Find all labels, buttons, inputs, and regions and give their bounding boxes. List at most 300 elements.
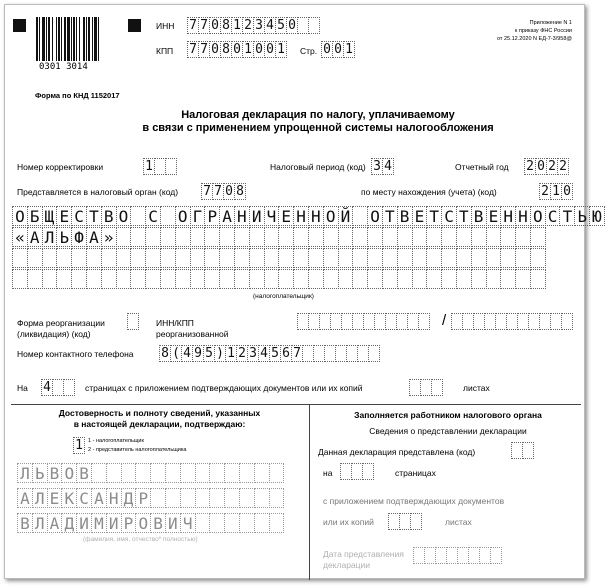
char-cell[interactable] bbox=[190, 227, 206, 247]
char-cell[interactable] bbox=[338, 248, 354, 268]
char-cell[interactable] bbox=[367, 269, 383, 289]
char-cell[interactable] bbox=[195, 488, 211, 508]
char-cell[interactable]: Т bbox=[426, 206, 442, 226]
char-cell[interactable] bbox=[165, 158, 177, 175]
char-cell[interactable]: О bbox=[323, 206, 339, 226]
char-cell[interactable] bbox=[410, 513, 422, 530]
char-cell[interactable]: 6 bbox=[280, 345, 292, 362]
char-cell[interactable] bbox=[27, 248, 43, 268]
char-cell[interactable] bbox=[130, 206, 146, 226]
char-cell[interactable] bbox=[338, 269, 354, 289]
char-cell[interactable] bbox=[12, 248, 28, 268]
char-cell[interactable]: 8 bbox=[234, 183, 246, 200]
char-cell[interactable]: 0 bbox=[535, 158, 547, 175]
char-cell[interactable] bbox=[160, 248, 176, 268]
signer-code-cell[interactable] bbox=[73, 437, 84, 454]
char-cell[interactable] bbox=[368, 345, 380, 362]
char-cell[interactable]: 7 bbox=[198, 17, 210, 34]
char-cell[interactable]: И bbox=[249, 206, 265, 226]
char-cell[interactable]: О bbox=[135, 513, 151, 533]
correction-cells[interactable] bbox=[143, 158, 176, 175]
reorg-code-cell[interactable] bbox=[127, 313, 138, 330]
char-cell[interactable] bbox=[91, 463, 107, 483]
char-cell[interactable]: И bbox=[165, 513, 181, 533]
char-cell[interactable] bbox=[522, 442, 534, 459]
char-cell[interactable] bbox=[101, 269, 117, 289]
char-cell[interactable] bbox=[121, 463, 137, 483]
period-cells[interactable] bbox=[371, 158, 393, 175]
char-cell[interactable]: 0 bbox=[231, 41, 243, 58]
char-cell[interactable] bbox=[27, 269, 43, 289]
char-cell[interactable] bbox=[412, 227, 428, 247]
char-cell[interactable] bbox=[382, 248, 398, 268]
char-cell[interactable] bbox=[471, 227, 487, 247]
date-label-line: декларации bbox=[323, 560, 371, 570]
presented-cells[interactable] bbox=[511, 442, 533, 459]
char-cell[interactable] bbox=[323, 248, 339, 268]
char-cell[interactable] bbox=[293, 269, 309, 289]
char-cell[interactable] bbox=[308, 227, 324, 247]
char-cell[interactable] bbox=[515, 227, 531, 247]
char-cell[interactable]: Д bbox=[121, 488, 137, 508]
char-cell[interactable] bbox=[264, 248, 280, 268]
char-cell[interactable] bbox=[71, 269, 87, 289]
char-cell[interactable] bbox=[175, 248, 191, 268]
char-cell[interactable]: 4 bbox=[258, 345, 270, 362]
char-cell[interactable]: 1 bbox=[343, 41, 355, 58]
char-cell[interactable] bbox=[412, 248, 428, 268]
char-cell[interactable]: С bbox=[441, 206, 457, 226]
char-cell[interactable]: 3 bbox=[247, 345, 259, 362]
char-cell[interactable] bbox=[106, 463, 122, 483]
char-cell[interactable]: Р bbox=[204, 206, 220, 226]
char-cell[interactable] bbox=[234, 269, 250, 289]
char-cell[interactable]: Ь bbox=[56, 227, 72, 247]
char-cell[interactable]: » bbox=[101, 227, 117, 247]
char-cell[interactable]: 7 bbox=[198, 41, 210, 58]
char-cell[interactable] bbox=[209, 463, 225, 483]
char-cell[interactable] bbox=[456, 227, 472, 247]
char-cell[interactable] bbox=[175, 227, 191, 247]
phone-cells[interactable] bbox=[159, 345, 379, 362]
char-cell[interactable]: С bbox=[71, 206, 87, 226]
char-cell[interactable]: Е bbox=[56, 206, 72, 226]
char-cell[interactable] bbox=[426, 248, 442, 268]
char-cell[interactable]: Б bbox=[27, 206, 43, 226]
date-label-line: Дата представления bbox=[323, 549, 404, 559]
char-cell[interactable] bbox=[127, 313, 139, 330]
char-cell[interactable]: 0 bbox=[264, 41, 276, 58]
char-cell[interactable]: 0 bbox=[561, 183, 573, 200]
char-cell[interactable]: Т bbox=[86, 206, 102, 226]
char-cell[interactable]: Н bbox=[293, 206, 309, 226]
char-cell[interactable] bbox=[224, 513, 240, 533]
char-cell[interactable] bbox=[86, 248, 102, 268]
char-cell[interactable] bbox=[224, 463, 240, 483]
char-cell[interactable] bbox=[456, 248, 472, 268]
char-cell[interactable] bbox=[397, 269, 413, 289]
char-cell[interactable]: 3 bbox=[371, 158, 383, 175]
char-cell[interactable]: А bbox=[219, 206, 235, 226]
char-cell[interactable]: 2 bbox=[236, 345, 248, 362]
page-cells[interactable] bbox=[321, 41, 354, 58]
char-cell[interactable] bbox=[254, 463, 270, 483]
char-cell[interactable] bbox=[530, 248, 546, 268]
char-cell[interactable]: О bbox=[61, 463, 77, 483]
staff-copies-cells[interactable] bbox=[388, 513, 421, 530]
char-cell[interactable] bbox=[249, 248, 265, 268]
char-cell[interactable]: 7 bbox=[291, 345, 303, 362]
char-cell[interactable]: Н bbox=[234, 206, 250, 226]
char-cell[interactable]: С bbox=[76, 488, 92, 508]
char-cell[interactable] bbox=[219, 248, 235, 268]
taxpayer-row-3[interactable] bbox=[12, 248, 545, 268]
char-cell[interactable] bbox=[56, 269, 72, 289]
year-cells[interactable] bbox=[524, 158, 568, 175]
char-cell[interactable]: 1 bbox=[231, 17, 243, 34]
char-cell[interactable]: Л bbox=[32, 513, 48, 533]
char-cell[interactable] bbox=[269, 463, 285, 483]
char-cell[interactable] bbox=[352, 269, 368, 289]
barcode-bar bbox=[39, 17, 40, 61]
char-cell[interactable] bbox=[56, 248, 72, 268]
kpp-cells[interactable] bbox=[187, 41, 286, 58]
char-cell[interactable] bbox=[150, 463, 166, 483]
middle-name-cells[interactable] bbox=[17, 513, 283, 533]
char-cell[interactable]: О bbox=[116, 206, 132, 226]
char-cell[interactable] bbox=[239, 463, 255, 483]
char-cell[interactable]: 1 bbox=[275, 41, 287, 58]
char-cell[interactable] bbox=[239, 488, 255, 508]
char-cell[interactable] bbox=[530, 269, 546, 289]
char-cell[interactable] bbox=[515, 269, 531, 289]
char-cell[interactable]: Т bbox=[559, 206, 575, 226]
char-cell[interactable] bbox=[219, 269, 235, 289]
char-cell[interactable]: « bbox=[12, 227, 28, 247]
char-cell[interactable] bbox=[42, 248, 58, 268]
char-cell[interactable]: Л bbox=[32, 488, 48, 508]
confirm-heading-line: в настоящей декларации, подтверждаю: bbox=[73, 419, 246, 429]
taxpayer-row-4[interactable] bbox=[12, 269, 545, 289]
char-cell[interactable] bbox=[116, 269, 132, 289]
char-cell[interactable] bbox=[130, 227, 146, 247]
char-cell[interactable]: В bbox=[397, 206, 413, 226]
char-cell[interactable]: 0 bbox=[209, 41, 221, 58]
char-cell[interactable]: 1 bbox=[225, 345, 237, 362]
char-cell[interactable]: 2 bbox=[539, 183, 551, 200]
location-cells[interactable] bbox=[539, 183, 572, 200]
char-cell[interactable]: В bbox=[47, 463, 63, 483]
char-cell[interactable]: В bbox=[101, 206, 117, 226]
char-cell[interactable] bbox=[264, 269, 280, 289]
char-cell[interactable] bbox=[209, 488, 225, 508]
char-cell[interactable]: Т bbox=[382, 206, 398, 226]
char-cell[interactable]: Е bbox=[278, 206, 294, 226]
char-cell[interactable]: 3 bbox=[253, 17, 265, 34]
char-cell[interactable] bbox=[441, 227, 457, 247]
appendix-line: Приложение N 1 bbox=[529, 20, 572, 26]
char-cell[interactable] bbox=[500, 269, 516, 289]
char-cell[interactable] bbox=[308, 17, 320, 34]
char-cell[interactable] bbox=[352, 206, 368, 226]
char-cell[interactable] bbox=[561, 313, 573, 330]
taxpayer-row-1[interactable] bbox=[12, 206, 604, 226]
char-cell[interactable] bbox=[456, 269, 472, 289]
char-cell[interactable]: 0 bbox=[332, 41, 344, 58]
char-cell[interactable]: Е bbox=[412, 206, 428, 226]
char-cell[interactable]: Н bbox=[515, 206, 531, 226]
first-name-cells[interactable] bbox=[17, 488, 283, 508]
char-cell[interactable] bbox=[135, 463, 151, 483]
pages-suffix: листах bbox=[463, 383, 490, 393]
char-cell[interactable]: 2 bbox=[557, 158, 569, 175]
char-cell[interactable] bbox=[382, 269, 398, 289]
char-cell[interactable]: 7 bbox=[212, 183, 224, 200]
char-cell[interactable]: О bbox=[12, 206, 28, 226]
char-cell[interactable] bbox=[249, 227, 265, 247]
char-cell[interactable] bbox=[165, 488, 181, 508]
char-cell[interactable] bbox=[515, 248, 531, 268]
char-cell[interactable]: 0 bbox=[253, 41, 265, 58]
char-cell[interactable] bbox=[160, 227, 176, 247]
reorg-inn-cells[interactable] bbox=[297, 313, 429, 330]
char-cell[interactable] bbox=[204, 248, 220, 268]
char-cell[interactable]: К bbox=[61, 488, 77, 508]
char-cell[interactable]: 4 bbox=[264, 17, 276, 34]
char-cell[interactable] bbox=[367, 248, 383, 268]
char-cell[interactable]: А bbox=[91, 488, 107, 508]
char-cell[interactable]: 7 bbox=[201, 183, 213, 200]
char-cell[interactable]: А bbox=[27, 227, 43, 247]
char-cell[interactable] bbox=[362, 463, 374, 480]
char-cell[interactable] bbox=[352, 248, 368, 268]
char-cell[interactable] bbox=[278, 248, 294, 268]
char-cell[interactable]: Л bbox=[17, 463, 33, 483]
char-cell[interactable] bbox=[441, 248, 457, 268]
char-cell[interactable]: Ч bbox=[180, 513, 196, 533]
char-cell[interactable] bbox=[180, 488, 196, 508]
char-cell[interactable] bbox=[352, 227, 368, 247]
char-cell[interactable]: Т bbox=[456, 206, 472, 226]
char-cell[interactable]: А bbox=[86, 227, 102, 247]
char-cell[interactable] bbox=[150, 488, 166, 508]
char-cell[interactable] bbox=[500, 248, 516, 268]
char-cell[interactable]: Д bbox=[61, 513, 77, 533]
char-cell[interactable]: Н bbox=[500, 206, 516, 226]
char-cell[interactable] bbox=[471, 269, 487, 289]
char-cell[interactable] bbox=[486, 269, 502, 289]
char-cell[interactable]: Е bbox=[47, 488, 63, 508]
char-cell[interactable] bbox=[86, 269, 102, 289]
char-cell[interactable]: М bbox=[91, 513, 107, 533]
char-cell[interactable]: 4 bbox=[382, 158, 394, 175]
char-cell[interactable] bbox=[269, 488, 285, 508]
char-cell[interactable]: 2 bbox=[242, 17, 254, 34]
barcode-bar bbox=[58, 17, 60, 61]
char-cell[interactable]: 7 bbox=[187, 17, 199, 34]
char-cell[interactable] bbox=[145, 227, 161, 247]
reorg-kpp-cells[interactable] bbox=[451, 313, 572, 330]
authority-cells[interactable] bbox=[201, 183, 245, 200]
char-cell[interactable] bbox=[308, 248, 324, 268]
char-cell[interactable]: 7 bbox=[187, 41, 199, 58]
char-cell[interactable]: Щ bbox=[42, 206, 58, 226]
char-cell[interactable] bbox=[71, 248, 87, 268]
char-cell[interactable]: 8 bbox=[159, 345, 171, 362]
char-cell[interactable] bbox=[293, 248, 309, 268]
char-cell[interactable]: И bbox=[76, 513, 92, 533]
char-cell[interactable] bbox=[308, 269, 324, 289]
char-cell[interactable] bbox=[130, 248, 146, 268]
char-cell[interactable] bbox=[269, 513, 285, 533]
char-cell[interactable]: 8 bbox=[220, 17, 232, 34]
char-cell[interactable]: Ф bbox=[71, 227, 87, 247]
char-cell[interactable]: Ь bbox=[32, 463, 48, 483]
char-cell[interactable] bbox=[264, 227, 280, 247]
char-cell[interactable]: Н bbox=[308, 206, 324, 226]
char-cell[interactable] bbox=[224, 488, 240, 508]
char-cell[interactable] bbox=[412, 269, 428, 289]
char-cell[interactable] bbox=[234, 248, 250, 268]
char-cell[interactable] bbox=[195, 513, 211, 533]
char-cell[interactable]: 4 bbox=[41, 379, 53, 396]
char-cell[interactable] bbox=[323, 269, 339, 289]
char-cell[interactable] bbox=[195, 463, 211, 483]
char-cell[interactable]: Н bbox=[106, 488, 122, 508]
signer-option: 1 - налогоплательщик bbox=[88, 438, 144, 444]
char-cell[interactable]: Г bbox=[190, 206, 206, 226]
char-cell[interactable]: 0 bbox=[209, 17, 221, 34]
char-cell[interactable] bbox=[323, 227, 339, 247]
char-cell[interactable] bbox=[490, 547, 502, 564]
char-cell[interactable] bbox=[278, 269, 294, 289]
char-cell[interactable] bbox=[426, 269, 442, 289]
char-cell[interactable] bbox=[441, 269, 457, 289]
char-cell[interactable]: 5 bbox=[203, 345, 215, 362]
char-cell[interactable]: 8 bbox=[220, 41, 232, 58]
staff-pages-cells[interactable] bbox=[340, 463, 373, 480]
char-cell[interactable] bbox=[254, 488, 270, 508]
char-cell[interactable]: О bbox=[530, 206, 546, 226]
char-cell[interactable]: 0 bbox=[321, 41, 333, 58]
char-cell[interactable] bbox=[431, 379, 443, 396]
char-cell[interactable] bbox=[116, 227, 132, 247]
char-cell[interactable] bbox=[12, 269, 28, 289]
char-cell[interactable] bbox=[530, 227, 546, 247]
char-cell[interactable] bbox=[101, 248, 117, 268]
char-cell[interactable] bbox=[63, 379, 75, 396]
char-cell[interactable]: ) bbox=[214, 345, 226, 362]
char-cell[interactable] bbox=[367, 227, 383, 247]
char-cell[interactable] bbox=[190, 248, 206, 268]
char-cell[interactable]: 5 bbox=[269, 345, 281, 362]
char-cell[interactable]: ( bbox=[170, 345, 182, 362]
char-cell[interactable]: С bbox=[545, 206, 561, 226]
char-cell[interactable] bbox=[130, 269, 146, 289]
char-cell[interactable]: А bbox=[17, 488, 33, 508]
char-cell[interactable] bbox=[175, 269, 191, 289]
char-cell[interactable] bbox=[486, 227, 502, 247]
char-cell[interactable]: 1 bbox=[143, 158, 155, 175]
char-cell[interactable] bbox=[42, 269, 58, 289]
attached-sheets-cells[interactable] bbox=[409, 379, 442, 396]
char-cell[interactable]: Е bbox=[486, 206, 502, 226]
char-cell[interactable] bbox=[338, 227, 354, 247]
char-cell[interactable] bbox=[219, 227, 235, 247]
last-name-cells[interactable] bbox=[17, 463, 283, 483]
char-cell[interactable]: О bbox=[175, 206, 191, 226]
char-cell[interactable] bbox=[165, 463, 181, 483]
char-cell[interactable] bbox=[160, 206, 176, 226]
char-cell[interactable] bbox=[397, 227, 413, 247]
char-cell[interactable]: Р bbox=[135, 488, 151, 508]
char-cell[interactable] bbox=[426, 227, 442, 247]
char-cell[interactable] bbox=[180, 463, 196, 483]
inn-cells[interactable] bbox=[187, 17, 319, 34]
char-cell[interactable]: В bbox=[17, 513, 33, 533]
column-divider bbox=[309, 404, 310, 580]
char-cell[interactable] bbox=[190, 269, 206, 289]
char-cell[interactable]: Л bbox=[42, 227, 58, 247]
char-cell[interactable] bbox=[397, 248, 413, 268]
char-cell[interactable] bbox=[382, 227, 398, 247]
char-cell[interactable]: 1 bbox=[73, 437, 85, 454]
char-cell[interactable]: 2 bbox=[524, 158, 536, 175]
char-cell[interactable]: Й bbox=[338, 206, 354, 226]
char-cell[interactable]: Ч bbox=[264, 206, 280, 226]
char-cell[interactable]: 5 bbox=[275, 17, 287, 34]
char-cell[interactable] bbox=[204, 227, 220, 247]
char-cell[interactable]: 1 bbox=[550, 183, 562, 200]
char-cell[interactable] bbox=[116, 248, 132, 268]
char-cell[interactable] bbox=[254, 513, 270, 533]
char-cell[interactable]: О bbox=[367, 206, 383, 226]
char-cell[interactable] bbox=[204, 269, 220, 289]
char-cell[interactable]: 9 bbox=[192, 345, 204, 362]
char-cell[interactable]: В bbox=[76, 463, 92, 483]
char-cell[interactable] bbox=[239, 513, 255, 533]
char-cell[interactable]: 0 bbox=[223, 183, 235, 200]
char-cell[interactable]: В bbox=[150, 513, 166, 533]
char-cell[interactable]: 2 bbox=[546, 158, 558, 175]
char-cell[interactable] bbox=[471, 248, 487, 268]
char-cell[interactable]: И bbox=[106, 513, 122, 533]
pages-cells[interactable] bbox=[41, 379, 74, 396]
char-cell[interactable] bbox=[293, 227, 309, 247]
char-cell[interactable]: С bbox=[145, 206, 161, 226]
char-cell[interactable]: Р bbox=[121, 513, 137, 533]
char-cell[interactable] bbox=[278, 227, 294, 247]
char-cell[interactable] bbox=[418, 313, 430, 330]
char-cell[interactable]: 4 bbox=[181, 345, 193, 362]
char-cell[interactable]: 1 bbox=[242, 41, 254, 58]
taxpayer-row-2[interactable] bbox=[12, 227, 545, 247]
char-cell[interactable] bbox=[145, 248, 161, 268]
char-cell[interactable]: В bbox=[471, 206, 487, 226]
char-cell[interactable]: 0 bbox=[286, 17, 298, 34]
char-cell[interactable] bbox=[249, 269, 265, 289]
char-cell[interactable] bbox=[486, 248, 502, 268]
char-cell[interactable] bbox=[209, 513, 225, 533]
char-cell[interactable] bbox=[234, 227, 250, 247]
date-cells[interactable] bbox=[413, 547, 501, 564]
char-cell[interactable]: Ь bbox=[574, 206, 590, 226]
char-cell[interactable] bbox=[160, 269, 176, 289]
char-cell[interactable] bbox=[500, 227, 516, 247]
char-cell[interactable] bbox=[145, 269, 161, 289]
char-cell[interactable]: А bbox=[47, 513, 63, 533]
char-cell[interactable]: Ю bbox=[589, 206, 605, 226]
